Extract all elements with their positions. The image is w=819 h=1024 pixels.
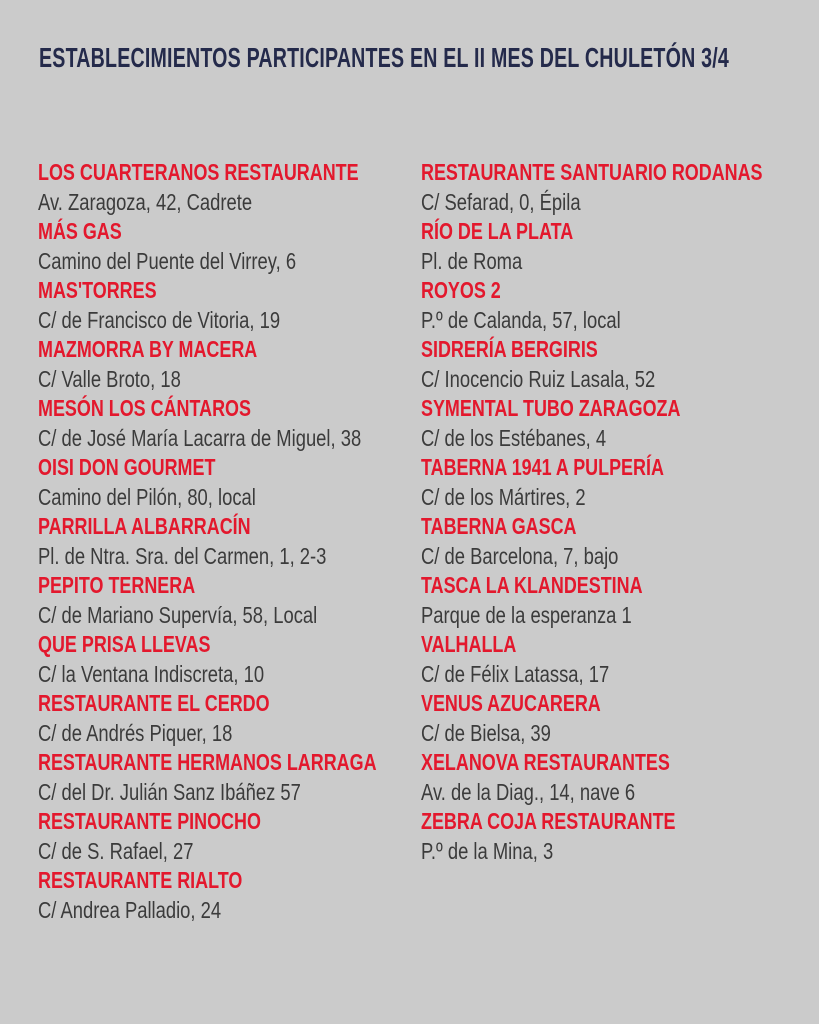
establishment-name: RESTAURANTE RIALTO <box>38 867 243 893</box>
establishment-name: OISI DON GOURMET <box>38 454 216 480</box>
establishment-name: RESTAURANTE EL CERDO <box>38 690 270 716</box>
establishment-address: P.º de Calanda, 57, local <box>421 307 621 333</box>
establishment-name: XELANOVA RESTAURANTES <box>421 749 670 775</box>
list-item <box>421 158 801 217</box>
list-item <box>421 276 801 335</box>
establishment-address: Camino del Pilón, 80, local <box>38 484 256 510</box>
establishment-name: MESÓN LOS CÁNTAROS <box>38 395 251 421</box>
list-item <box>38 217 418 276</box>
list-item <box>421 335 801 394</box>
establishment-name: MÁS GAS <box>38 218 122 244</box>
establishment-address: C/ de Félix Latassa, 17 <box>421 661 610 687</box>
establishment-name: PARRILLA ALBARRACÍN <box>38 513 251 539</box>
establishment-name: TABERNA GASCA <box>421 513 577 539</box>
list-item <box>38 276 418 335</box>
list-item <box>38 512 418 571</box>
establishment-address: C/ Sefarad, 0, Épila <box>421 189 581 215</box>
establishment-address: C/ de los Estébanes, 4 <box>421 425 607 451</box>
list-item <box>38 453 418 512</box>
establishment-address: Parque de la esperanza 1 <box>421 602 632 628</box>
list-item <box>421 217 801 276</box>
list-item <box>421 630 801 689</box>
establishment-name: ROYOS 2 <box>421 277 501 303</box>
establishment-address: C/ de Mariano Supervía, 58, Local <box>38 602 318 628</box>
establishment-address: C/ de Francisco de Vitoria, 19 <box>38 307 281 333</box>
list-item <box>38 866 418 925</box>
establishment-name: SYMENTAL TUBO ZARAGOZA <box>421 395 681 421</box>
establishment-address: Pl. de Roma <box>421 248 523 274</box>
list-item <box>421 748 801 807</box>
establishment-name: ZEBRA COJA RESTAURANTE <box>421 808 676 834</box>
establishment-name: SIDRERÍA BERGIRIS <box>421 336 598 362</box>
establishment-address: C/ de S. Rafael, 27 <box>38 838 194 864</box>
establishment-address: C/ de Barcelona, 7, bajo <box>421 543 619 569</box>
list-item <box>38 807 418 866</box>
establishments-list-right <box>421 158 801 866</box>
establishment-name: VENUS AZUCARERA <box>421 690 601 716</box>
list-item <box>421 453 801 512</box>
list-item <box>38 158 418 217</box>
establishment-name: RESTAURANTE SANTUARIO RODANAS <box>421 159 763 185</box>
establishment-name: TABERNA 1941 A PULPERÍA <box>421 454 664 480</box>
establishment-name: PEPITO TERNERA <box>38 572 196 598</box>
establishment-name: RESTAURANTE HERMANOS LARRAGA <box>38 749 377 775</box>
establishment-address: Av. Zaragoza, 42, Cadrete <box>38 189 253 215</box>
list-item <box>421 689 801 748</box>
establishment-address: C/ de José María Lacarra de Miguel, 38 <box>38 425 362 451</box>
establishment-name: TASCA LA KLANDESTINA <box>421 572 643 598</box>
establishment-name: RESTAURANTE PINOCHO <box>38 808 261 834</box>
establishment-name: MAS'TORRES <box>38 277 157 303</box>
establishment-name: MAZMORRA BY MACERA <box>38 336 258 362</box>
establishment-address: P.º de la Mina, 3 <box>421 838 554 864</box>
establishment-address: C/ de los Mártires, 2 <box>421 484 586 510</box>
list-item <box>38 571 418 630</box>
establishment-address: C/ Andrea Palladio, 24 <box>38 897 222 923</box>
list-item <box>38 630 418 689</box>
establishments-list-left <box>38 158 418 925</box>
establishment-address: C/ la Ventana Indiscreta, 10 <box>38 661 265 687</box>
establishment-address: Av. de la Diag., 14, nave 6 <box>421 779 636 805</box>
list-item <box>38 748 418 807</box>
list-item <box>421 512 801 571</box>
establishment-name: RÍO DE LA PLATA <box>421 218 574 244</box>
list-item <box>421 571 801 630</box>
establishment-name: VALHALLA <box>421 631 517 657</box>
establishment-address: Pl. de Ntra. Sra. del Carmen, 1, 2-3 <box>38 543 327 569</box>
page-title: ESTABLECIMIENTOS PARTICIPANTES EN EL II MES DEL CHULETÓN 3/4 <box>39 42 729 73</box>
establishment-address: C/ del Dr. Julián Sanz Ibáñez 57 <box>38 779 301 805</box>
establishment-address: C/ Valle Broto, 18 <box>38 366 181 392</box>
establishment-address: Camino del Puente del Virrey, 6 <box>38 248 297 274</box>
establishment-name: QUE PRISA LLEVAS <box>38 631 211 657</box>
list-item <box>38 394 418 453</box>
establishment-name: LOS CUARTERANOS RESTAURANTE <box>38 159 359 185</box>
list-item <box>421 807 801 866</box>
list-item <box>38 335 418 394</box>
list-item <box>38 689 418 748</box>
establishment-address: C/ de Andrés Piquer, 18 <box>38 720 233 746</box>
list-item <box>421 394 801 453</box>
establishment-address: C/ de Bielsa, 39 <box>421 720 551 746</box>
establishment-address: C/ Inocencio Ruiz Lasala, 52 <box>421 366 656 392</box>
